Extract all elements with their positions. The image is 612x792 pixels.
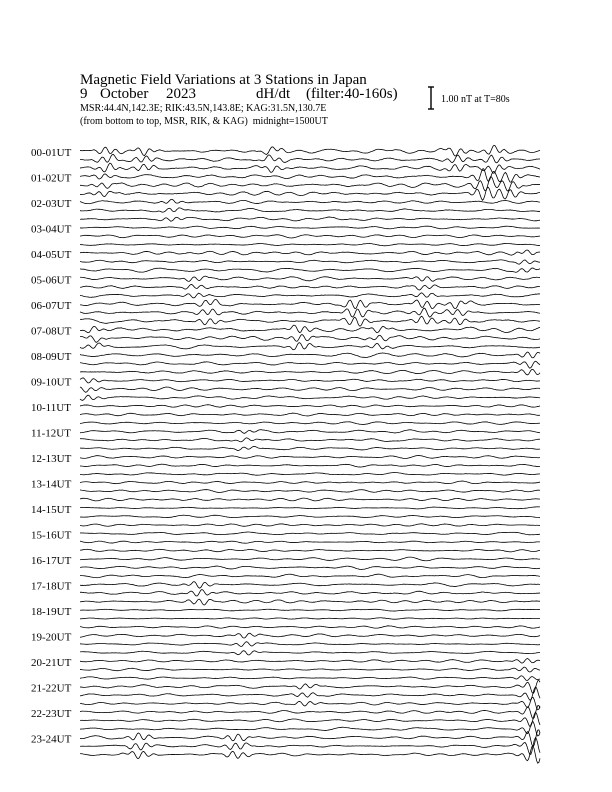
hour-label: 20-21UT: [31, 657, 72, 669]
hour-label: 00-01UT: [31, 147, 72, 159]
hour-label: 23-24UT: [31, 733, 72, 746]
trace-rik-hour-14: [80, 515, 540, 517]
trace-rik-hour-17: [80, 590, 540, 596]
hour-label: 05-06UT: [31, 274, 72, 287]
hour-label: 21-22UT: [31, 682, 72, 695]
hour-label: 08-09UT: [31, 351, 72, 363]
trace-kag-hour-9: [80, 378, 540, 383]
filter-label: (filter:40-160s): [306, 86, 398, 102]
trace-msr-hour-7: [80, 343, 540, 350]
trace-rik-hour-4: [80, 260, 540, 264]
trace-msr-hour-22: [80, 722, 540, 736]
trace-kag-hour-20: [80, 658, 540, 663]
trace-rik-hour-9: [80, 387, 540, 392]
trace-kag-hour-18: [80, 609, 540, 611]
trace-msr-hour-15: [80, 549, 540, 552]
trace-kag-hour-21: [80, 680, 540, 693]
trace-msr-hour-17: [80, 599, 540, 605]
trace-kag-hour-22: [80, 706, 540, 719]
trace-rik-hour-10: [80, 413, 540, 416]
trace-msr-hour-3: [80, 243, 540, 245]
trace-msr-hour-21: [80, 697, 540, 709]
trace-msr-hour-11: [80, 446, 540, 450]
trace-kag-hour-1: [80, 169, 540, 182]
date-year: 2023: [166, 86, 196, 102]
trace-kag-hour-11: [80, 430, 540, 434]
hour-label: 17-18UT: [31, 580, 72, 593]
hour-label: 02-03UT: [31, 198, 72, 210]
trace-msr-hour-12: [80, 473, 540, 476]
trace-msr-hour-18: [80, 626, 540, 628]
trace-kag-hour-4: [80, 250, 540, 255]
trace-rik-hour-20: [80, 667, 540, 672]
trace-kag-hour-2: [80, 199, 540, 203]
trace-rik-hour-7: [80, 335, 540, 343]
trace-msr-hour-10: [80, 422, 540, 425]
trace-rik-hour-19: [80, 642, 540, 647]
trace-rik-hour-3: [80, 235, 540, 238]
trace-rik-hour-23: [80, 738, 540, 755]
hour-label: 19-20UT: [31, 631, 72, 644]
trace-msr-hour-8: [80, 369, 540, 375]
trace-msr-hour-9: [80, 395, 540, 400]
trace-msr-hour-4: [80, 268, 540, 272]
hour-label: 06-07UT: [31, 300, 72, 312]
date-month: October: [100, 86, 149, 102]
trace-kag-hour-16: [80, 557, 540, 561]
trace-rik-hour-12: [80, 464, 540, 467]
trace-kag-hour-7: [80, 325, 540, 333]
trace-msr-hour-5: [80, 293, 540, 298]
hour-label: 15-16UT: [31, 529, 72, 542]
hour-label: 09-10UT: [31, 376, 72, 389]
trace-rik-hour-13: [80, 490, 540, 493]
trace-msr-hour-19: [80, 651, 540, 655]
trace-msr-hour-6: [80, 316, 540, 326]
trace-rik-hour-22: [80, 712, 540, 726]
trace-msr-hour-16: [80, 574, 540, 578]
trace-kag-hour-8: [80, 352, 540, 358]
hour-label: 04-05UT: [31, 249, 72, 261]
trace-kag-hour-5: [80, 276, 540, 281]
hour-label: 22-23UT: [31, 708, 72, 720]
trace-rik-hour-1: [80, 177, 540, 191]
scale-bar-label: 1.00 nT at T=80s: [441, 94, 510, 105]
trace-rik-hour-21: [80, 687, 540, 700]
trace-msr-hour-2: [80, 217, 540, 221]
trace-rik-hour-15: [80, 541, 540, 543]
hour-label: 12-13UT: [31, 453, 72, 465]
trace-rik-hour-0: [80, 154, 540, 162]
trace-rik-hour-8: [80, 361, 540, 368]
trace-kag-hour-6: [80, 299, 540, 308]
trace-kag-hour-23: [80, 730, 540, 747]
hour-label: 01-02UT: [31, 172, 72, 185]
trace-msr-hour-1: [80, 187, 540, 200]
trace-rik-hour-11: [80, 438, 540, 442]
trace-kag-hour-15: [80, 532, 540, 535]
trace-rik-hour-16: [80, 566, 540, 569]
trace-kag-hour-12: [80, 455, 540, 458]
hour-label: 03-04UT: [31, 223, 72, 236]
hour-label: 18-19UT: [31, 606, 72, 618]
trace-kag-hour-10: [80, 405, 540, 407]
trace-kag-hour-19: [80, 633, 540, 638]
hour-label: 10-11UT: [31, 402, 71, 414]
trace-rik-hour-18: [80, 618, 540, 619]
quantity-label: dH/dt: [256, 86, 291, 102]
trace-kag-hour-0: [80, 145, 540, 156]
trace-msr-hour-13: [80, 498, 540, 501]
hour-label: 14-15UT: [31, 504, 72, 516]
trace-kag-hour-13: [80, 481, 540, 484]
trace-kag-hour-3: [80, 226, 540, 229]
hour-label: 13-14UT: [31, 478, 72, 491]
trace-kag-hour-14: [80, 507, 540, 509]
trace-rik-hour-6: [80, 308, 540, 317]
hour-label: 11-12UT: [31, 427, 71, 440]
chart-title: Magnetic Field Variations at 3 Stations in Japan: [80, 72, 367, 88]
trace-rik-hour-5: [80, 284, 540, 290]
trace-kag-hour-17: [80, 582, 540, 589]
hour-label: 16-17UT: [31, 555, 72, 567]
trace-msr-hour-14: [80, 524, 540, 527]
stations-line: MSR:44.4N,142.3E; RIK:43.5N,143.8E; KAG:31.5N,130.7E: [80, 103, 327, 114]
order-note: (from bottom to top, MSR, RIK, & KAG): [80, 116, 248, 127]
hour-label: 07-08UT: [31, 325, 72, 338]
trace-rik-hour-2: [80, 208, 540, 212]
midnight-note: midnight=1500UT: [252, 116, 328, 127]
trace-msr-hour-20: [80, 676, 540, 681]
date-day: 9: [80, 86, 88, 102]
trace-msr-hour-0: [80, 163, 540, 173]
trace-msr-hour-23: [80, 746, 540, 763]
